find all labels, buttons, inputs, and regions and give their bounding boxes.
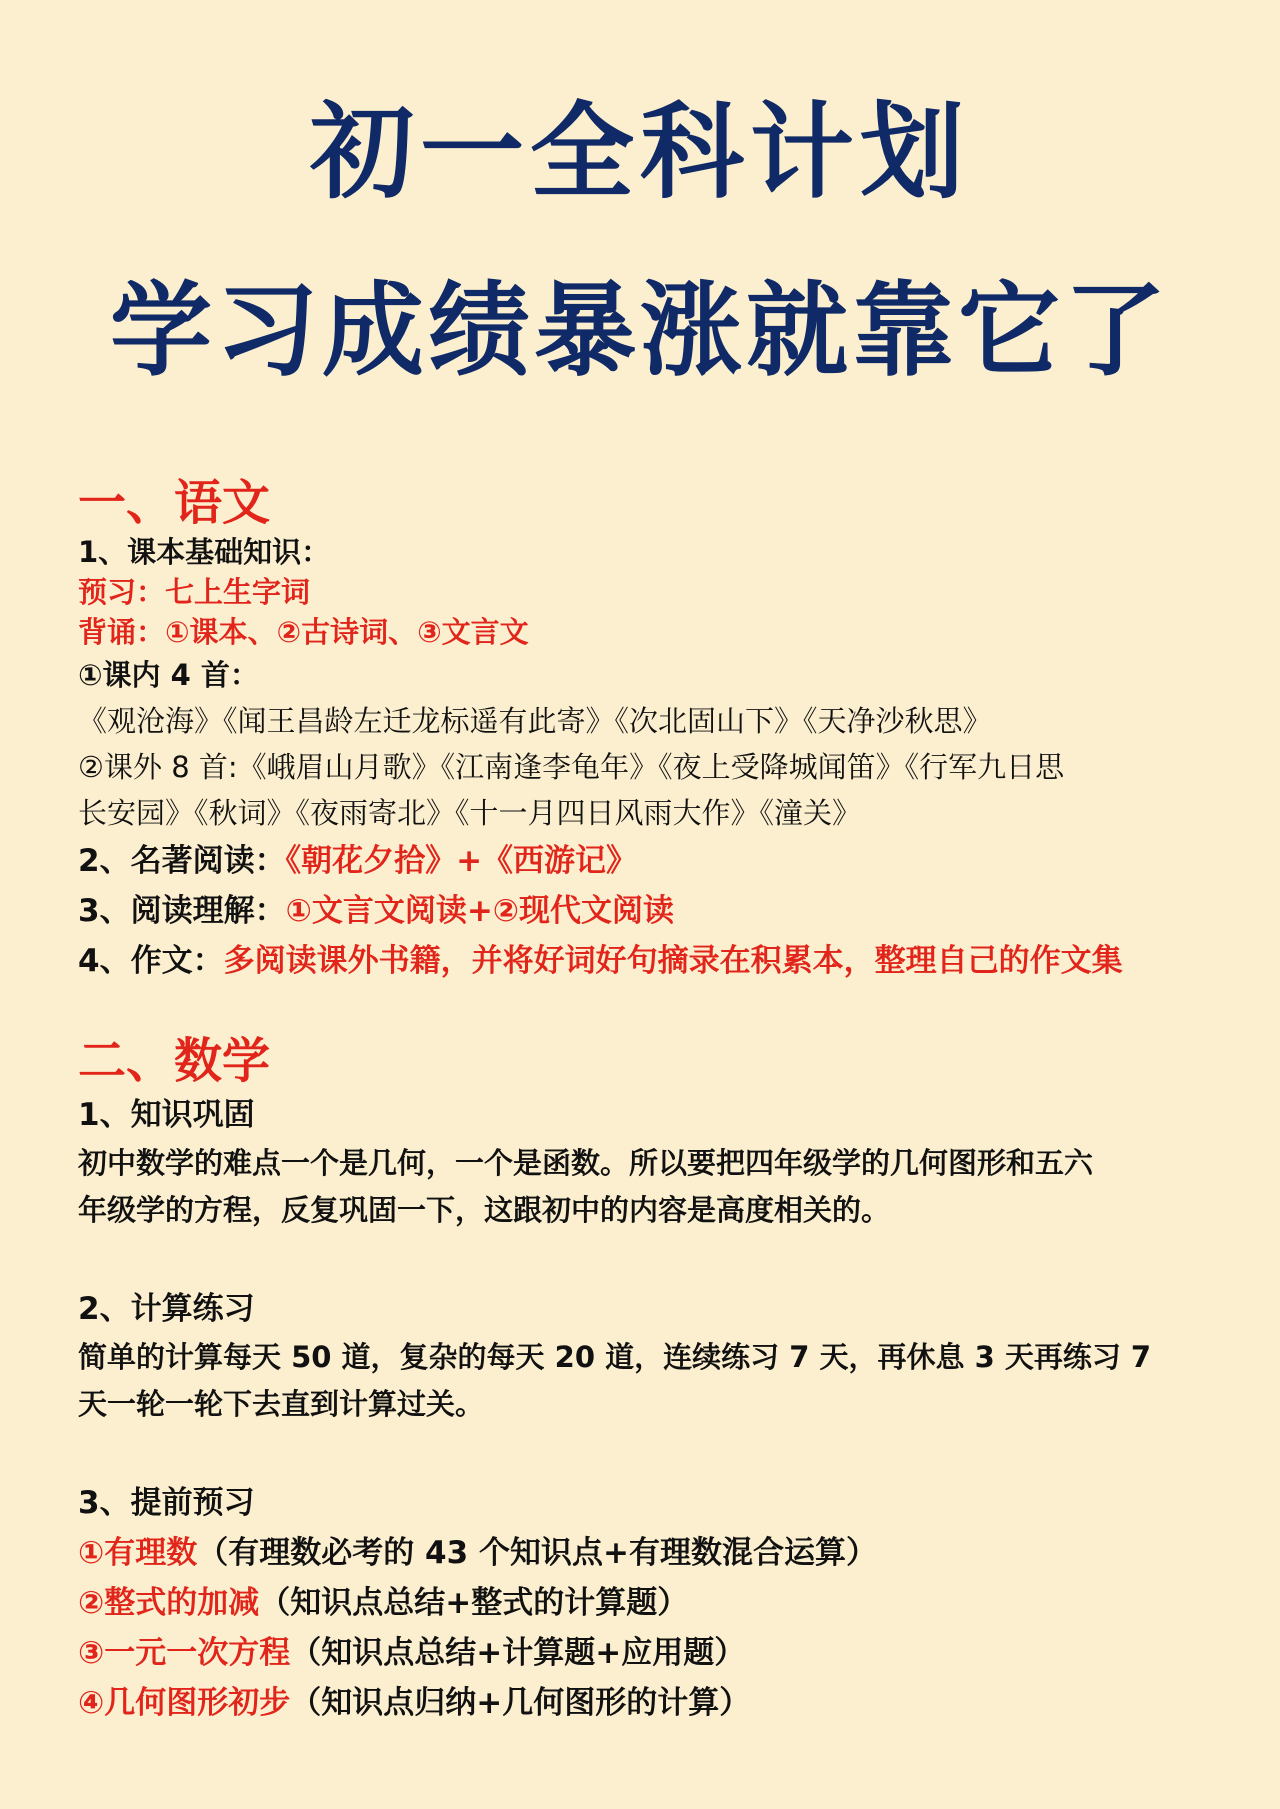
chinese-item1-label: 1、课本基础知识： [78,535,331,569]
chinese-item4 [78,936,1202,986]
math-topic-name: ④几何图形初步 [78,1685,291,1721]
math-s1-title: 1、知识巩固 [78,1097,255,1133]
chinese-item4-label: 4、作文： [78,943,224,979]
math-topic-detail: （有理数必考的 43 个知识点+有理数混合运算） [197,1535,877,1571]
math-heading: 二、数学 [78,1033,271,1089]
math-topic-item [78,1528,1202,1578]
math-topic-name: ②整式的加减 [78,1585,260,1621]
chinese-item2 [78,836,1202,886]
chinese-outclass-line1: ②课外 8 首:《峨眉山月歌》《江南逢李龟年》《夜上受降城闻笛》《行军九日思 [78,750,1065,784]
chinese-item3-value: ①文言文阅读+②现代文阅读 [285,893,675,929]
math-topic-item [78,1628,1202,1678]
chinese-item3 [78,886,1202,936]
chinese-section [78,474,1202,986]
math-topic-detail: （知识点总结+整式的计算题） [259,1585,689,1621]
math-s2-line1: 简单的计算每天 50 道，复杂的每天 20 道，连续练习 7 天，再休息 3 天再练习 7 [78,1340,1152,1374]
math-topic-name: ①有理数 [78,1535,198,1571]
math-topic-name: ③一元一次方程 [78,1635,291,1671]
math-s1-line1: 初中数学的难点一个是几何，一个是函数。所以要把四年级学的几何图形和五六 [78,1146,1094,1180]
chinese-item2-label: 2、名著阅读： [78,843,286,879]
page-title: 初一全科计划 [309,91,970,213]
chinese-item2-value: 《朝花夕拾》+《西游记》 [285,843,638,879]
math-s2-title: 2、计算练习 [78,1291,255,1327]
chinese-inclass-label: ①课内 4 首： [78,658,259,692]
math-s3-title: 3、提前预习 [78,1485,255,1521]
math-topic-detail: （知识点总结+计算题+应用题） [290,1635,746,1671]
math-topic-detail: （知识点归纳+几何图形的计算） [290,1685,751,1721]
chinese-preview: 预习：七上生字词 [78,575,311,609]
chinese-outclass-line2: 长安园》《秋词》《夜雨寄北》《十一月四日风雨大作》《潼关》 [78,796,862,830]
chinese-inclass-poems: 《观沧海》《闻王昌龄左迁龙标遥有此寄》《次北固山下》《天净沙秋思》 [78,704,992,738]
page-subtitle: 学习成绩暴涨就靠它了 [110,272,1170,391]
math-s2-line2: 天一轮一轮下去直到计算过关。 [78,1387,485,1421]
chinese-item4-value: 多阅读课外书籍，并将好词好句摘录在积累本，整理自己的作文集 [223,943,1123,979]
chinese-heading: 一、语文 [78,475,271,531]
math-s1-line2: 年级学的方程，反复巩固一下，这跟初中的内容是高度相关的。 [78,1193,891,1227]
math-topic-item [78,1578,1202,1628]
math-topic-item [78,1678,1202,1728]
math-section [78,1032,1202,1728]
chinese-recite: 背诵：①课本、②古诗词、③文言文 [78,615,529,649]
chinese-item3-label: 3、阅读理解： [78,893,286,929]
